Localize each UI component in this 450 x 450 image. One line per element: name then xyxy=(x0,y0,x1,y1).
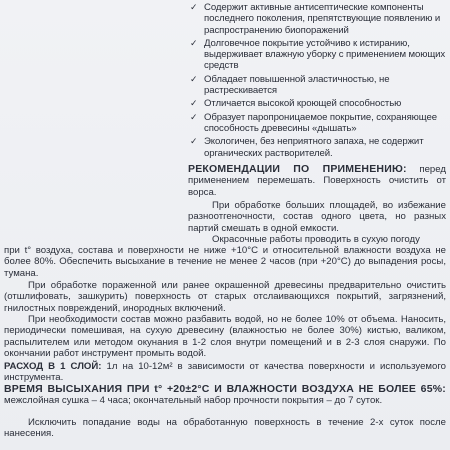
check-icon: ✓ xyxy=(190,111,198,122)
feature-text: Долговечное покрытие устойчиво к истиранию, выдерживает влажную уборку с применением моющих средств xyxy=(204,37,446,72)
drying-text: межслойная сушка – 4 часа; окончательный набор прочности покрытия – до 7 суток. xyxy=(4,395,383,407)
painting-conditions-paragraph: при t° воздуха, состава и поверхности не ниже +10°С и относительной влажности воздуха не более 80%. Обеспечить высыхание в течение не менее 2 часов (при +20°С) до выпадения росы, тумана. xyxy=(4,245,446,279)
large-areas-paragraph: При обработке больших площадей, во избежание разноотгеночности, состав одного цвета, но разных партий смешать в одной емкости. xyxy=(188,200,446,234)
feature-item xyxy=(188,74,446,97)
recommendations-text: перед применением перемешать. Поверхность очистить от ворса. xyxy=(188,164,446,198)
repair-paragraph: При обработке пораженной или ранее окрашенной древесины предварительно очистить (отшлифовать, зашкурить) поверхность от старых отслаивающихся покрытий, загрязнений, гнилостных повреждений, инородных включений. xyxy=(4,280,446,314)
feature-item xyxy=(188,38,446,72)
feature-text: Отличается высокой кроющей способностью xyxy=(204,98,402,110)
feature-text: Экологичен, без неприятного запаха, не содержит органических растворителей. xyxy=(204,136,424,159)
water-warning-paragraph: Исключить попадание воды на обработанную поверхность в течение 2-х суток после нанесения. xyxy=(4,417,446,440)
check-icon: ✓ xyxy=(190,98,198,109)
check-icon: ✓ xyxy=(190,136,198,147)
consumption-paragraph xyxy=(4,361,446,384)
feature-text: Образует паропроницаемое покрытие, сохраняющее способность древесины «дышать» xyxy=(204,111,437,134)
check-icon: ✓ xyxy=(190,73,198,84)
painting-intro: Окрасочные работы проводить в сухую погоду xyxy=(212,234,420,245)
feature-item xyxy=(188,112,446,135)
feature-item xyxy=(188,98,446,109)
dilution-paragraph: При необходимости состав можно разбавить водой, но не более 10% от объема. Наносить, периодически помешивая, на сухую древесину (влажностью не более 30%) кистью, валиком, распылителем или методом окунания в 1-2 слоя внутри помещений и в 2-3 слоя снаружи. По окончании работ инструмент промыть водой. xyxy=(4,314,446,359)
consumption-heading: РАСХОД В 1 СЛОЙ: xyxy=(4,361,102,372)
recommendations-heading: РЕКОМЕНДАЦИИ ПО ПРИМЕНЕНИЮ: xyxy=(188,163,407,175)
check-icon: ✓ xyxy=(190,37,198,48)
drying-paragraph xyxy=(4,384,446,407)
feature-list xyxy=(188,2,446,161)
check-icon: ✓ xyxy=(190,2,198,12)
drying-heading: ВРЕМЯ ВЫСЫХАНИЯ ПРИ t° +20±2°С И ВЛАЖНОСТИ ВОЗДУХА НЕ БОЛЕЕ 65%: xyxy=(4,383,446,395)
consumption-text: 1л на 10-12м² в зависимости от качества поверхности и используемого инструмента. xyxy=(4,361,446,384)
feature-item xyxy=(188,2,446,36)
recommendations-paragraph xyxy=(188,164,446,198)
feature-text: Обладает повышенной эластичностью, не растрескивается xyxy=(204,73,390,97)
feature-text: Содержит активные антисептические компоненты последнего поколения, препятствующие появлению и распространению биопоражений xyxy=(204,2,441,36)
feature-item xyxy=(188,136,446,159)
